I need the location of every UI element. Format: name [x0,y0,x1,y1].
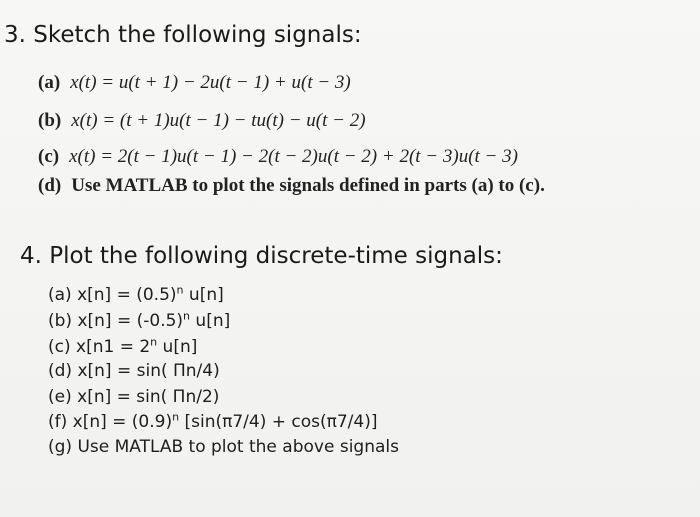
problem-3c [38,146,518,168]
exponent: n [150,335,158,349]
problem-3a [38,72,351,94]
problem-4a [48,285,224,305]
item-label: (b) [38,110,62,131]
problem-3d [38,175,545,197]
equation-text: (c) x[n1 = 2 [48,337,151,357]
equation-text: [sin(π7/4) + cos(π7/4)] [179,412,378,432]
equation-text: u[n] [183,285,224,305]
problem-3b [38,110,366,132]
item-label: (c) [38,146,60,167]
equation-text: (b) x[n] = (-0.5) [48,311,184,331]
problem-4b [48,311,230,331]
equation-text: u[n] [157,337,198,357]
exponent: n [172,410,180,424]
item-label: (a) [38,72,61,93]
equation-text: u[n] [190,311,231,331]
problem-4e: (e) x[n] = sin( Πn/2) [48,387,220,407]
equation-text: (f) x[n] = (0.9) [48,412,173,432]
instruction-text: Use MATLAB to plot the signals defined in parts (a) to (c). [71,175,545,196]
problem-3-heading: 3. Sketch the following signals: [4,22,362,48]
signal-equation: x(t) = (t + 1)u(t − 1) − tu(t) − u(t − 2) [71,110,366,131]
exponent: n [176,283,184,297]
item-label: (d) [38,175,62,196]
problem-4-heading: 4. Plot the following discrete-time signals: [20,243,503,269]
problem-4c [48,337,197,357]
problem-4f [48,412,378,432]
signal-equation: x(t) = u(t + 1) − 2u(t − 1) + u(t − 3) [70,72,351,93]
exponent: n [183,309,191,323]
signal-equation: x(t) = 2(t − 1)u(t − 1) − 2(t − 2)u(t − 2) + 2(t − 3)u(t − 3) [69,146,518,167]
equation-text: (a) x[n] = (0.5) [48,285,177,305]
problem-4g: (g) Use MATLAB to plot the above signals [48,437,399,457]
problem-4d: (d) x[n] = sin( Πn/4) [48,361,220,381]
